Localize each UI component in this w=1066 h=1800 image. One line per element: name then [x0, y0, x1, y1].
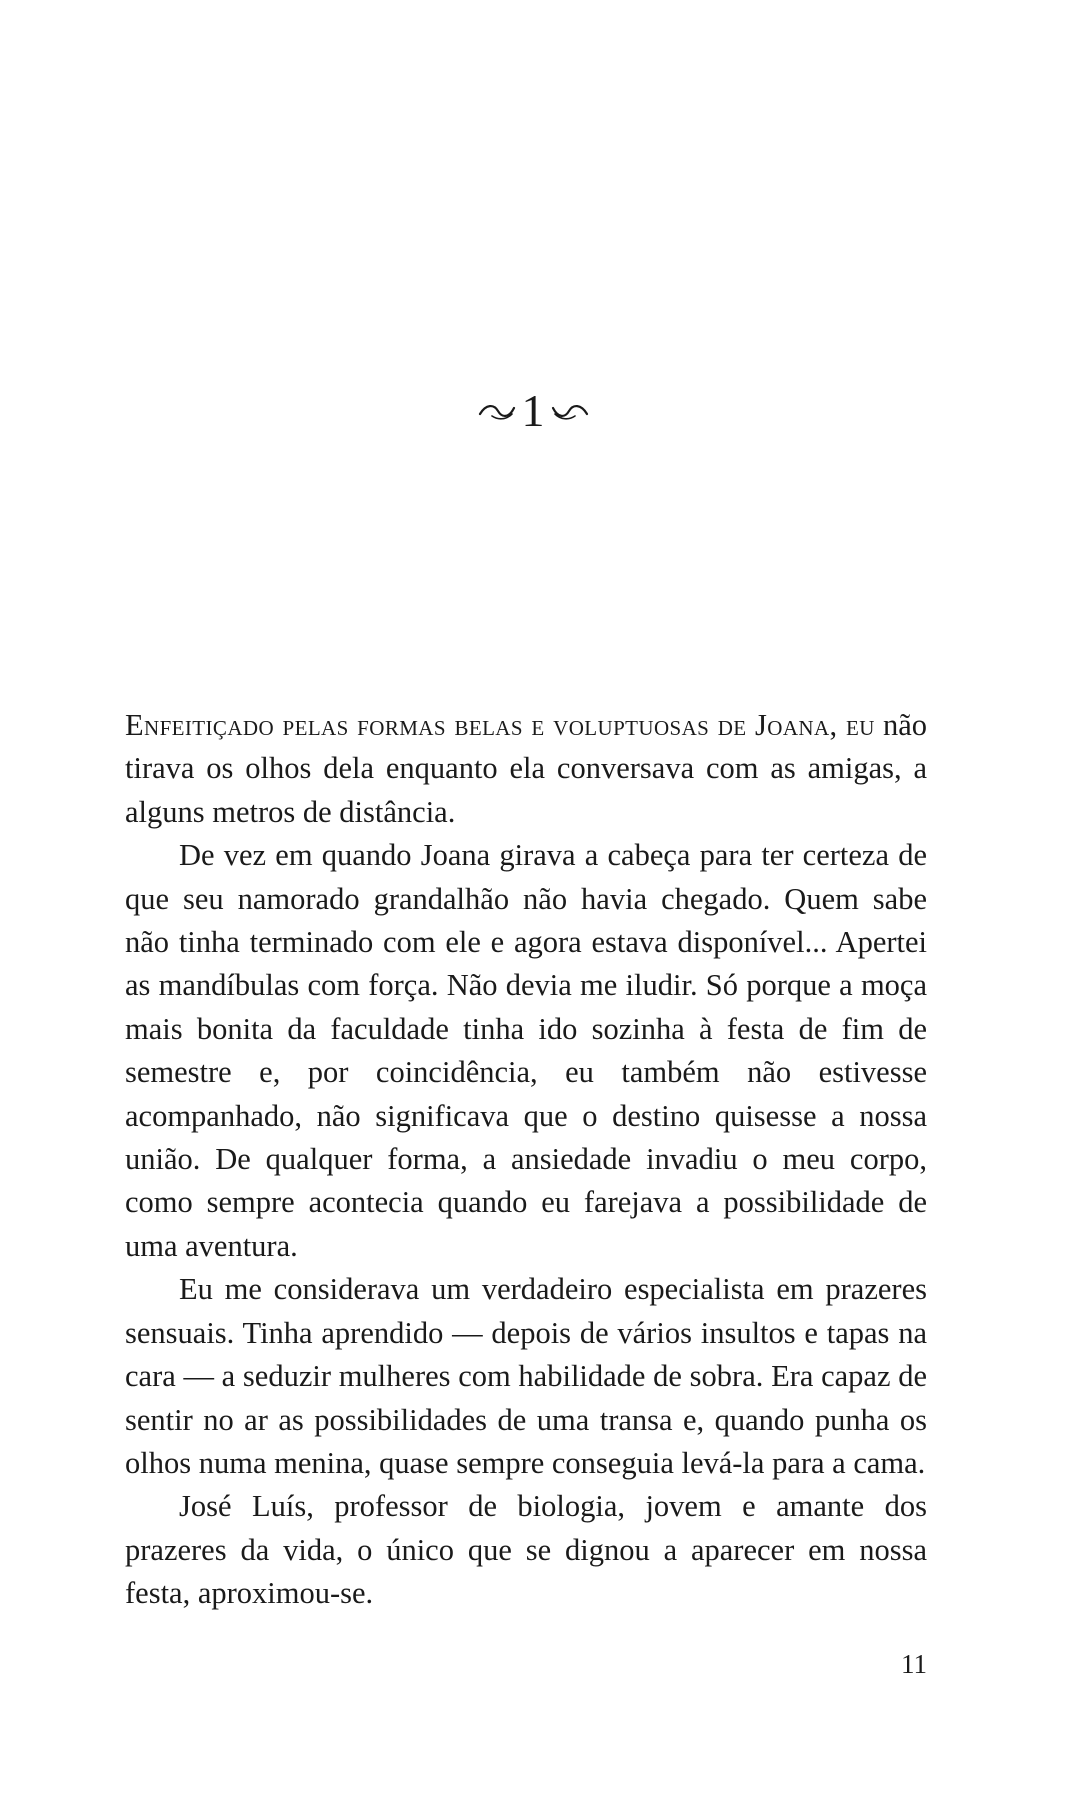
paragraph-3: Eu me considerava um verdadeiro especialista em prazeres sensuais. Tinha aprendido — depois de vários insultos e tapas na cara — a seduzir mulheres com habilidade de sobra. Era capaz de sentir no ar as possibilidades de uma transa e, quando punha os olhos numa menina, quase sempre conseguia levá-la para a cama. — [125, 1272, 927, 1480]
paragraph-1-text: não tirava os olhos dela enquanto ela conversava com as amigas, a alguns metros de distância. — [125, 708, 927, 829]
ornament-left-icon — [478, 378, 516, 438]
swash-ornament-left-icon — [478, 400, 516, 422]
chapter-number: 1 — [521, 385, 545, 436]
paragraph-4: José Luís, professor de biologia, jovem e amante dos prazeres da vida, o único que se dignou a aparecer em nossa festa, aproximou-se. — [125, 1489, 927, 1611]
ornament-right-icon — [551, 378, 589, 438]
chapter-body — [125, 704, 927, 1616]
chapter-heading — [0, 378, 1066, 441]
swash-ornament-right-icon — [551, 400, 589, 422]
paragraph-2: De vez em quando Joana girava a cabeça para ter certeza de que seu namorado grandalhão não havia chegado. Quem sabe não tinha terminado com ele e agora estava disponível... Apertei as mandíbulas com força. Não devia me iludir. Só porque a moça mais bonita da faculdade tinha ido sozinha à festa de fim de semestre e, por coincidência, eu também não estivesse acompanhado, não significava que o destino quisesse a nossa união. De qualquer forma, a ansiedade invadiu o meu corpo, como sempre acontecia quando eu farejava a possibilidade de uma aventura. — [125, 838, 927, 1263]
opening-small-caps: Enfeitiçado pelas formas belas e voluptuosas de Joana, eu — [125, 708, 875, 742]
paragraph-1 — [125, 704, 927, 834]
page-number: 11 — [901, 1649, 927, 1679]
